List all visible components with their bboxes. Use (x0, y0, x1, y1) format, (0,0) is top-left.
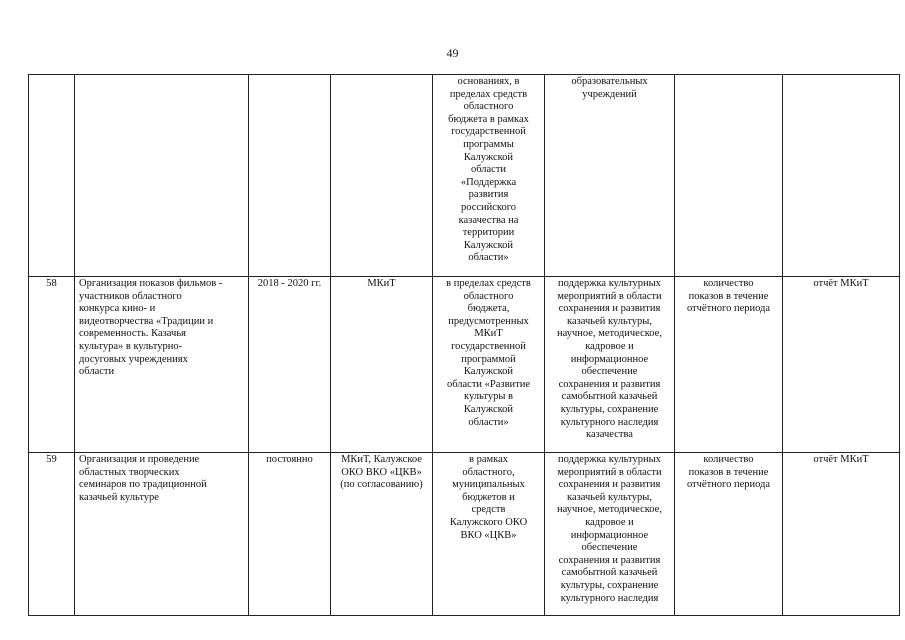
result-cell: поддержка культурных мероприятий в области сохранения и развития казачьей культуры, научное, методическое, кадровое и информационное обеспечение сохранения и развития самобытной казачьей культуры, сохранение культурного наследия казачества (545, 277, 675, 453)
event-cell (75, 75, 249, 277)
row-number-cell (29, 75, 75, 277)
row-number-cell: 59 (29, 453, 75, 616)
indicator-cell (675, 75, 783, 277)
activity-plan-table (28, 74, 900, 616)
period-cell: 2018 - 2020 гг. (249, 277, 331, 453)
executor-cell: МКиТ, Калужское ОКО ВКО «ЦКВ» (по согласованию) (331, 453, 433, 616)
report-cell (783, 75, 900, 277)
financing-cell: основаниях, в пределах средств областного бюджета в рамках государственной программы Калужской области «Поддержка развития российского казачества на территории Калужской области» (433, 75, 545, 277)
executor-cell: МКиТ (331, 277, 433, 453)
report-cell: отчёт МКиТ (783, 453, 900, 616)
result-cell: поддержка культурных мероприятий в области сохранения и развития казачьей культуры, научное, методическое, кадровое и информационное обеспечение сохранения и развития самобытной казачьей культуры, сохранение культурного наследия (545, 453, 675, 616)
event-cell: Организация показов фильмов - участников областного конкурса кино- и видеотворчества «Традиции и современность. Казачья культура» в культурно- досуговых учреждениях области (75, 277, 249, 453)
table-row-58 (29, 277, 900, 453)
result-cell: образовательных учреждений (545, 75, 675, 277)
period-cell: постоянно (249, 453, 331, 616)
table-row-59 (29, 453, 900, 616)
report-cell: отчёт МКиТ (783, 277, 900, 453)
executor-cell (331, 75, 433, 277)
financing-cell: в рамках областного, муниципальных бюджетов и средств Калужского ОКО ВКО «ЦКВ» (433, 453, 545, 616)
event-cell: Организация и проведение областных творческих семинаров по традиционной казачьей культуре (75, 453, 249, 616)
indicator-cell: количество показов в течение отчётного периода (675, 277, 783, 453)
page-number: 49 (446, 46, 459, 60)
financing-cell: в пределах средств областного бюджета, предусмотренных МКиТ государственной программой Калужской области «Развитие культуры в Калужской области» (433, 277, 545, 453)
row-number-cell: 58 (29, 277, 75, 453)
indicator-cell: количество показов в течение отчётного периода (675, 453, 783, 616)
table-row-continued (29, 75, 900, 277)
period-cell (249, 75, 331, 277)
